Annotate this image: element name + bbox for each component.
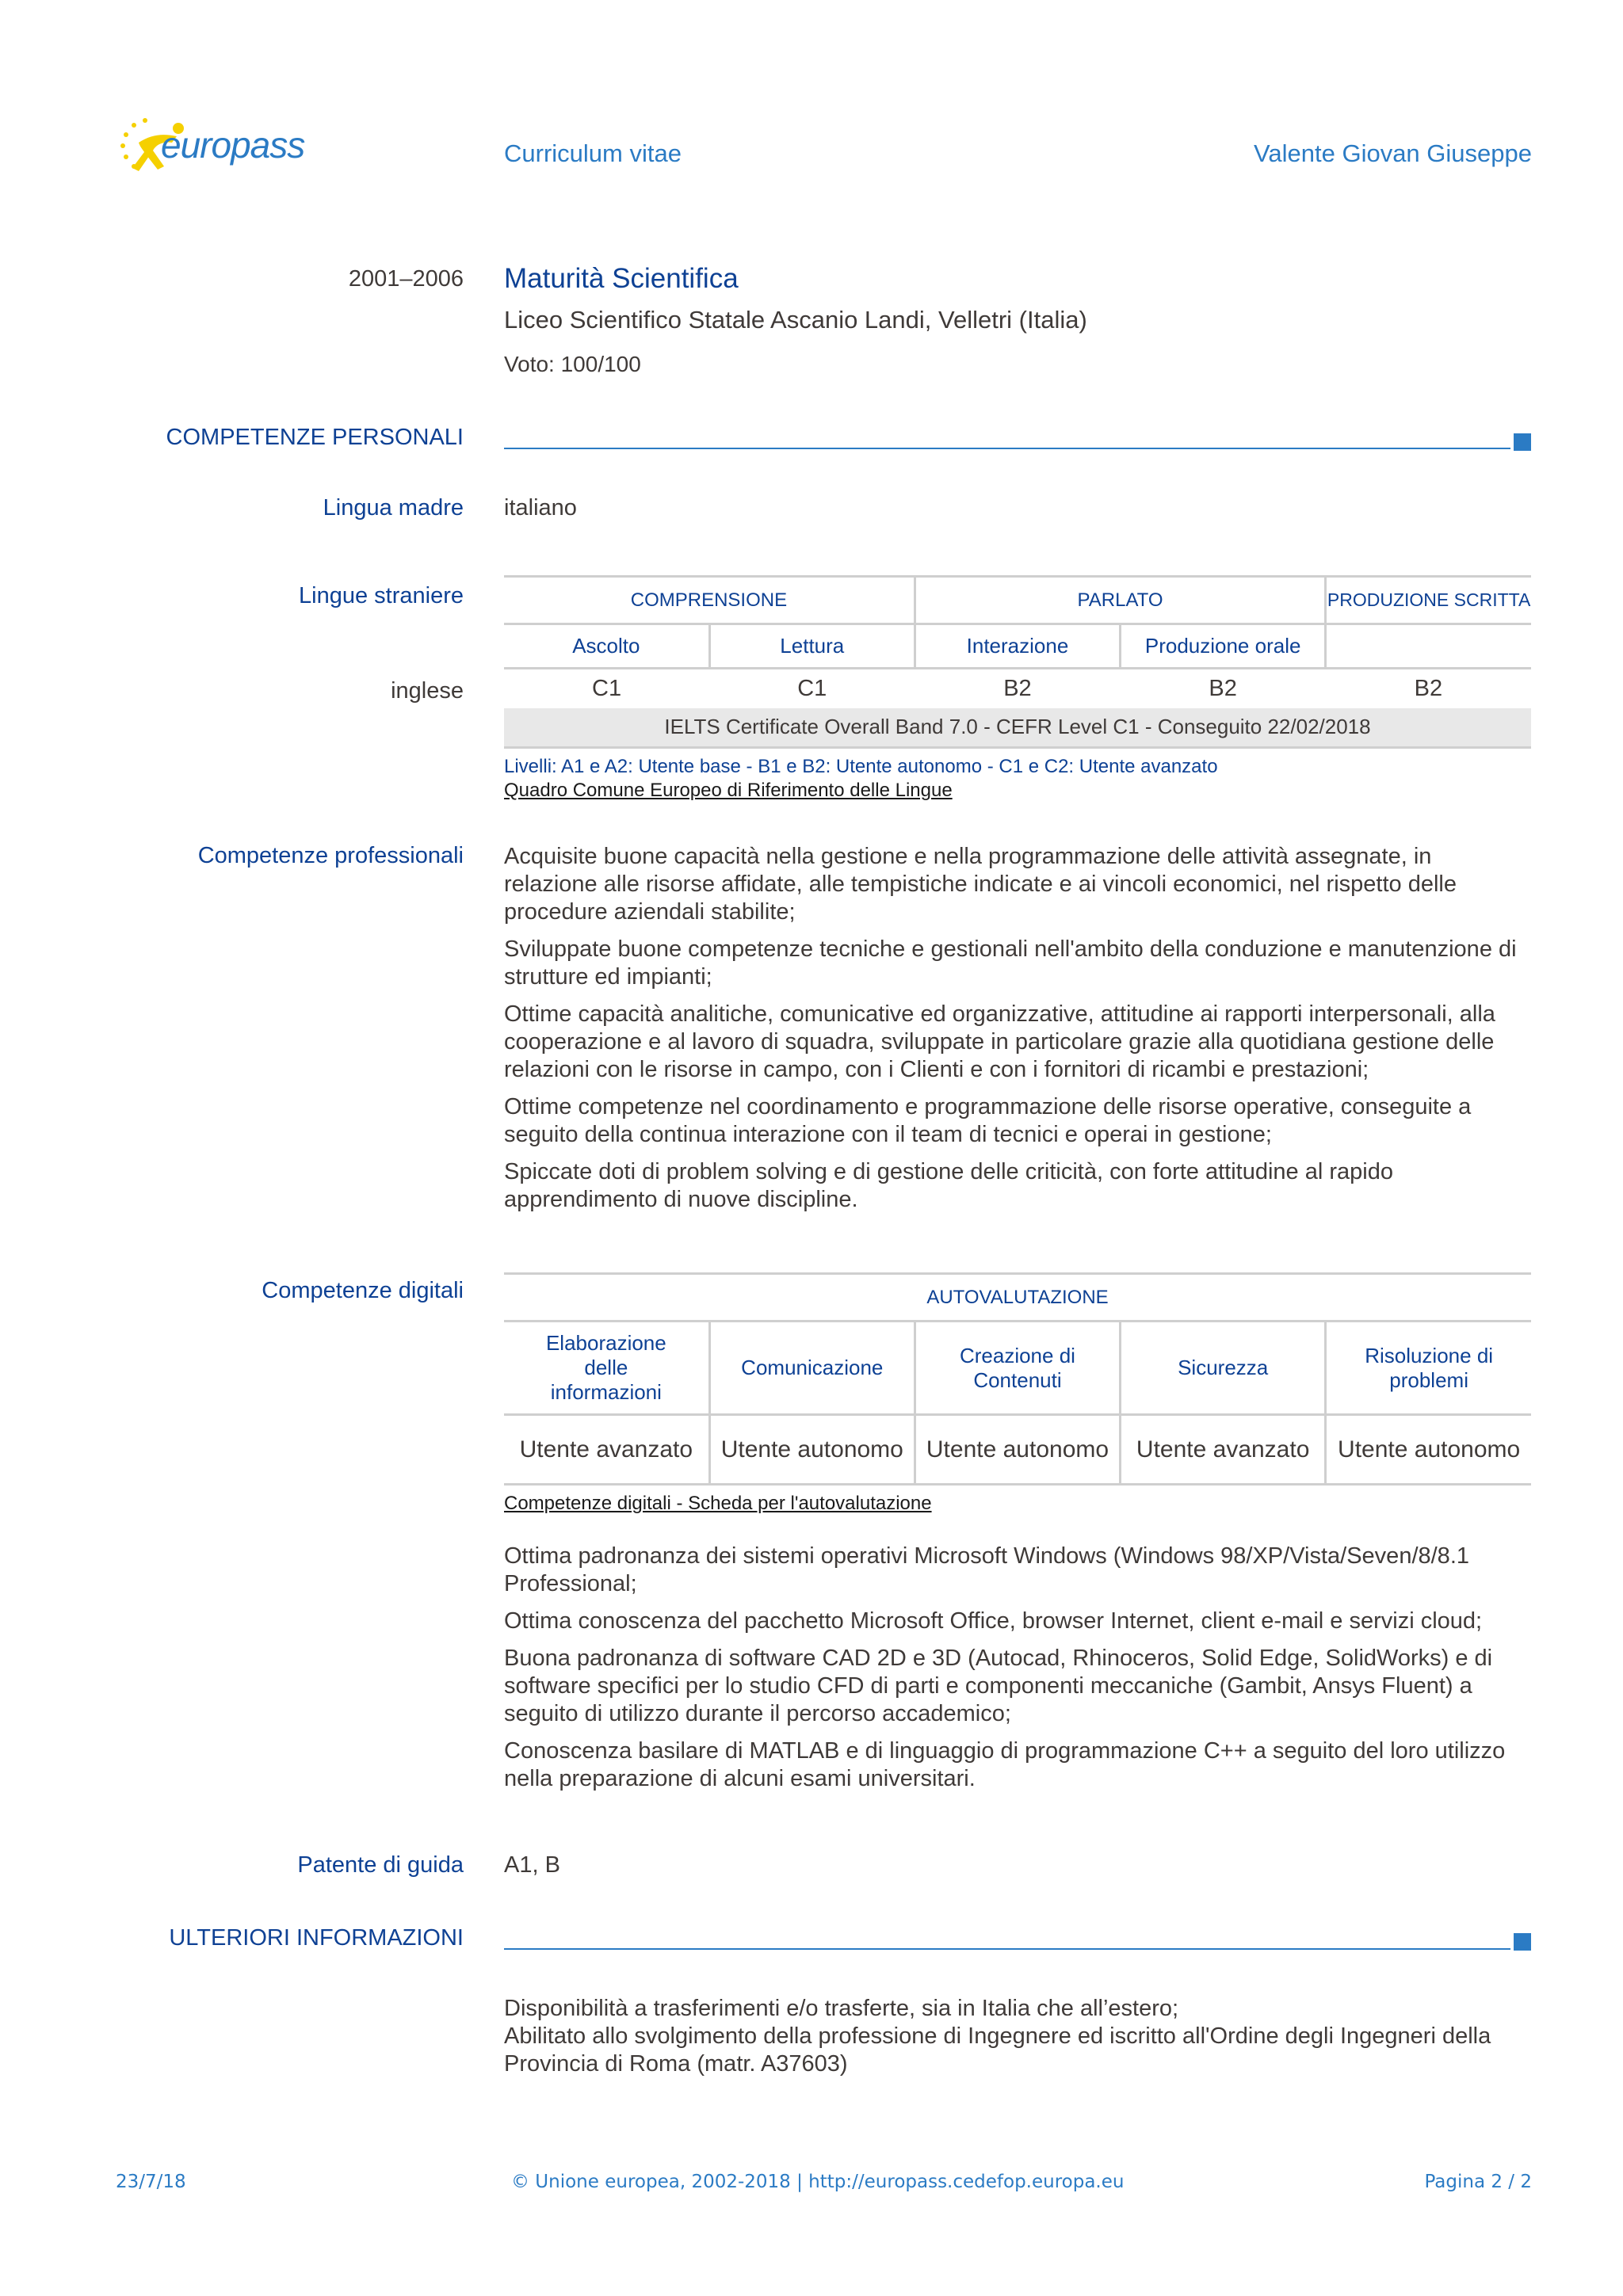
digital-paragraph: Buona padronanza di software CAD 2D e 3D (Autocad, Rhinoceros, Solid Edge, SolidWorks) e di software specifici per lo studio CFD di parti e componenti meccaniche (Gambit, Ansys Fluent) a seguito di utilizzo durante il percorso accademico;	[504, 1646, 1493, 1726]
mother-tongue-label: Lingua madre	[323, 495, 464, 521]
digital-value-communication: Utente autonomo	[709, 1415, 915, 1485]
subheader-listening: Ascolto	[504, 624, 709, 669]
professional-paragraph: Spiccate doti di problem solving e di gestione delle criticità, con forte attitudine al rapido apprendimento di nuove discipline.	[504, 1159, 1393, 1212]
subheader-reading: Lettura	[709, 624, 915, 669]
framework-link-wrap	[504, 780, 953, 802]
footer-copyright: © Unione europea, 2002-2018 | http://europass.cedefop.europa.eu	[511, 2172, 1125, 2192]
professional-paragraph: Acquisite buone capacità nella gestione e nella programmazione delle attività assegnate, in relazione alle risorse affidate, alle tempistiche indicate e ai vincoli economici, nel rispetto delle procedure aziendali stabilite;	[504, 844, 1457, 925]
digital-skills-text	[504, 1543, 1531, 1802]
professional-paragraph: Sviluppate buone competenze tecniche e gestionali nell'ambito della conduzione e manutenzione di strutture ed impianti;	[504, 936, 1517, 990]
footer-page: Pagina 2 / 2	[1424, 2172, 1532, 2192]
mother-tongue-value: italiano	[504, 495, 577, 521]
framework-link[interactable]: Quadro Comune Europeo di Riferimento delle Lingue	[504, 780, 953, 801]
footer-date: 23/7/18	[116, 2172, 186, 2192]
header-comprehension: COMPRENSIONE	[504, 577, 915, 624]
additional-line: Disponibilità a trasferimenti e/o trasferte, sia in Italia che all’estero;	[504, 1996, 1179, 2021]
foreign-languages-label: Lingue straniere	[299, 583, 464, 608]
digital-value-content-creation: Utente autonomo	[915, 1415, 1120, 1485]
person-name: Valente Giovan Giuseppe	[1254, 139, 1532, 167]
section-rule	[504, 1948, 1510, 1950]
digital-col-communication: Comunicazione	[709, 1322, 915, 1415]
education-title: Maturità Scientifica	[504, 263, 739, 294]
digital-col-content-creation: Creazione di Contenuti	[915, 1322, 1120, 1415]
professional-skills-label: Competenze professionali	[197, 843, 464, 868]
digital-value-information: Utente avanzato	[504, 1415, 709, 1485]
header-speaking: PARLATO	[915, 577, 1325, 624]
additional-info-text	[504, 1995, 1531, 2078]
digital-paragraph: Conoscenza basilare di MATLAB e di linguaggio di programmazione C++ a seguito del loro utilizzo nella preparazione di alcuni esami universitari.	[504, 1738, 1506, 1791]
digital-skills-table	[504, 1272, 1531, 1486]
levels-note: Livelli: A1 e A2: Utente base - B1 e B2: Utente autonomo - C1 e C2: Utente avanzato	[504, 756, 1218, 777]
education-dates: 2001–2006	[348, 266, 464, 292]
section-rule	[504, 448, 1510, 449]
subheader-oral-production: Produzione orale	[1121, 624, 1326, 669]
language-certificate: IELTS Certificate Overall Band 7.0 - CEFR Level C1 - Conseguito 22/02/2018	[504, 708, 1531, 748]
digital-self-assessment-link[interactable]: Competenze digitali - Scheda per l'autovalutazione	[504, 1493, 932, 1514]
professional-skills-text	[504, 843, 1531, 1223]
level-written: B2	[1414, 675, 1443, 701]
section-heading-personal-skills: COMPETENZE PERSONALI	[166, 425, 464, 450]
doc-title: Curriculum vitae	[504, 139, 682, 167]
language-skills-table	[504, 575, 1531, 749]
driving-license-value: A1, B	[504, 1852, 560, 1878]
subheader-interaction: Interazione	[915, 624, 1120, 669]
level-oral-production: B2	[1209, 675, 1237, 701]
digital-skills-label: Competenze digitali	[262, 1278, 464, 1303]
education-grade: Voto: 100/100	[504, 352, 641, 376]
professional-paragraph: Ottime capacità analitiche, comunicative ed organizzative, attitudine ai rapporti interpersonali, alla cooperazione e al lavoro di squadra, sviluppate in particolare grazie alla quotidiana gestione delle relazioni con le risorse in campo, con i Clienti e con i fornitori di ricambi e prestazioni;	[504, 1001, 1495, 1082]
section-marker	[1514, 433, 1531, 451]
europass-wordmark: europass	[161, 124, 305, 166]
digital-link-wrap	[504, 1493, 932, 1515]
digital-value-security: Utente avanzato	[1121, 1415, 1326, 1485]
section-heading-additional-info: ULTERIORI INFORMAZIONI	[169, 1925, 464, 1951]
digital-paragraph: Ottima padronanza dei sistemi operativi Microsoft Windows (Windows 98/XP/Vista/Seven/8/8.1 Professional;	[504, 1543, 1469, 1596]
subheader-written	[1326, 624, 1531, 669]
digital-col-security: Sicurezza	[1121, 1322, 1326, 1415]
level-reading: C1	[797, 675, 827, 701]
header-self-assessment: AUTOVALUTAZIONE	[504, 1274, 1531, 1322]
level-listening: C1	[592, 675, 622, 701]
digital-value-problem-solving: Utente autonomo	[1326, 1415, 1531, 1485]
europass-logo	[115, 111, 337, 182]
digital-paragraph: Ottima conoscenza del pacchetto Microsoft Office, browser Internet, client e-mail e servizi cloud;	[504, 1608, 1483, 1634]
header-writing: PRODUZIONE SCRITTA	[1326, 577, 1531, 624]
education-school: Liceo Scientifico Statale Ascanio Landi, Velletri (Italia)	[504, 306, 1087, 334]
digital-col-problem-solving: Risoluzione di problemi	[1326, 1322, 1531, 1415]
professional-paragraph: Ottime competenze nel coordinamento e programmazione delle risorse operative, conseguite a seguito della continua interazione con il team di tecnici e operai in gestione;	[504, 1094, 1472, 1147]
additional-line: Abilitato allo svolgimento della professione di Ingegnere ed iscritto all'Ordine degli Ingegneri della Provincia di Roma (matr. A37603)	[504, 2023, 1491, 2077]
driving-license-label: Patente di guida	[297, 1852, 464, 1878]
level-interaction: B2	[1003, 675, 1032, 701]
digital-col-information: Elaborazione delle informazioni	[504, 1322, 709, 1415]
section-marker	[1514, 1933, 1531, 1951]
language-name: inglese	[391, 678, 464, 704]
